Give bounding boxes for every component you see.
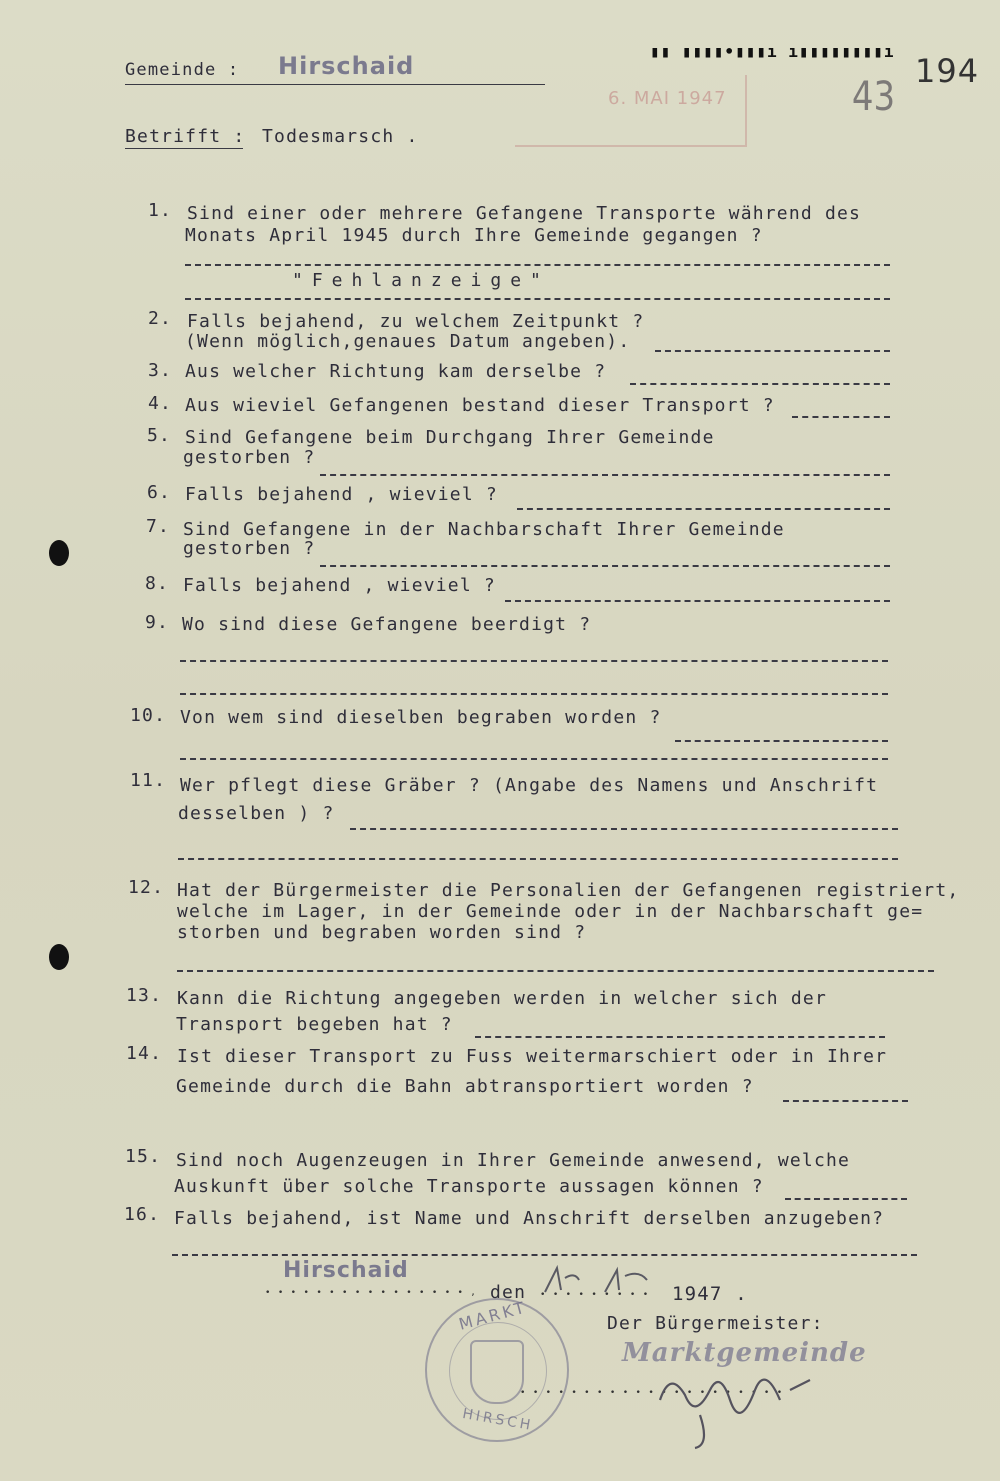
question-8-line-1: Falls bejahend , wieviel ? <box>183 575 496 596</box>
question-9-number: 9. <box>145 612 170 633</box>
question-10-number: 10. <box>130 705 167 726</box>
answer-line <box>320 565 890 567</box>
answer-line <box>350 828 898 830</box>
question-5-line-1: Sind Gefangene beim Durchgang Ihrer Gemeinde <box>185 427 715 448</box>
question-4-line-1: Aus wieviel Gefangenen bestand dieser Transport ? <box>185 395 775 416</box>
question-14-number: 14. <box>126 1043 163 1064</box>
answer-line <box>180 693 888 695</box>
question-13-number: 13. <box>126 985 163 1006</box>
answer-line <box>505 600 890 602</box>
answer-line <box>180 660 888 662</box>
question-13-line-1: Kann die Richtung angegeben werden in welcher sich der <box>177 988 827 1009</box>
gemeinde-label: Gemeinde : <box>125 60 240 80</box>
answer-line <box>630 383 890 385</box>
handwritten-date-icon <box>535 1262 665 1302</box>
answer-line <box>475 1036 885 1038</box>
gemeinde-underline <box>125 84 545 85</box>
question-10-line-1: Von wem sind dieselben begraben worden ? <box>180 707 662 728</box>
pencil-number: 43 <box>851 74 896 120</box>
question-1-line-2: Monats April 1945 durch Ihre Gemeinde gegangen ? <box>185 225 763 246</box>
question-3-line-1: Aus welcher Richtung kam derselbe ? <box>185 361 607 382</box>
question-16-line-1: Falls bejahend, ist Name und Anschrift derselben anzugeben? <box>174 1208 885 1229</box>
question-2-line-2: (Wenn möglich,genaues Datum angeben). <box>185 331 631 352</box>
date-dots: • • • • • • • • • <box>540 1290 650 1300</box>
signature-stamp: Marktgemeinde <box>622 1338 867 1368</box>
seal-crest-icon <box>470 1340 524 1404</box>
den-label: den <box>490 1282 527 1303</box>
place-stamp: Hirschaid <box>283 1258 409 1283</box>
answer-line <box>178 858 898 860</box>
mayor-title: Der Bürgermeister: <box>607 1313 824 1334</box>
question-5-number: 5. <box>147 425 172 446</box>
question-7-line-1: Sind Gefangene in der Nachbarschaft Ihrer Gemeinde <box>183 519 785 540</box>
answer-line <box>185 298 890 300</box>
answer-line <box>320 474 890 476</box>
answer-line <box>172 1254 917 1256</box>
question-15-number: 15. <box>125 1146 162 1167</box>
punch-hole <box>49 944 69 970</box>
signature-dots: • • • • • • • • • • • • • • • • • • • • • <box>520 1388 784 1398</box>
question-6-line-1: Falls bejahend , wieviel ? <box>185 484 498 505</box>
question-11-number: 11. <box>130 770 167 791</box>
question-9-line-1: Wo sind diese Gefangene beerdigt ? <box>182 614 592 635</box>
question-11-line-1: Wer pflegt diese Gräber ? (Angabe des Namens und Anschrift <box>180 775 879 796</box>
question-12-number: 12. <box>128 877 165 898</box>
question-15-line-2: Auskunft über solche Transporte aussagen können ? <box>174 1176 764 1197</box>
question-7-line-2: gestorben ? <box>183 538 316 559</box>
gemeinde-value-stamp: Hirschaid <box>278 52 415 80</box>
question-1-answer: "Fehlanzeige" <box>292 270 550 291</box>
question-5-line-2: gestorben ? <box>183 447 316 468</box>
answer-line <box>785 1198 907 1200</box>
answer-line <box>185 264 890 266</box>
answer-line <box>517 508 890 510</box>
answer-line <box>783 1100 908 1102</box>
question-1-number: 1. <box>148 200 173 221</box>
question-2-line-1: Falls bejahend, zu welchem Zeitpunkt ? <box>187 311 645 332</box>
question-14-line-2: Gemeinde durch die Bahn abtransportiert worden ? <box>176 1076 754 1097</box>
question-1-line-1: Sind einer oder mehrere Gefangene Transporte während des <box>187 203 862 224</box>
question-3-number: 3. <box>148 360 173 381</box>
punch-hole <box>49 540 69 566</box>
question-12-line-1: Hat der Bürgermeister die Personalien der Gefangenen registriert, <box>177 880 960 901</box>
question-7-number: 7. <box>146 516 171 537</box>
answer-line <box>792 416 890 418</box>
received-stamp <box>515 75 747 147</box>
place-dots: • • • • • • • • • • • • • • • • , <box>265 1288 477 1298</box>
question-11-line-2: desselben ) ? <box>178 803 335 824</box>
answer-line <box>655 350 890 352</box>
question-15-line-1: Sind noch Augenzeugen in Ihrer Gemeinde anwesend, welche <box>176 1150 851 1171</box>
question-8-number: 8. <box>145 573 170 594</box>
betrifft-underline <box>125 148 243 149</box>
answer-line <box>675 740 888 742</box>
answer-line <box>177 970 934 972</box>
question-4-number: 4. <box>148 393 173 414</box>
question-16-number: 16. <box>124 1204 161 1225</box>
question-2-number: 2. <box>148 308 173 329</box>
handwritten-signature-icon <box>640 1360 840 1450</box>
folio-number: 194 <box>915 52 980 90</box>
question-12-line-2: welche im Lager, in der Gemeinde oder in der Nachbarschaft ge= <box>177 901 924 922</box>
year: 1947 . <box>672 1283 748 1305</box>
seal-text-bottom: HIRSCH <box>461 1405 535 1435</box>
answer-line <box>180 758 888 760</box>
seal-text-top: MARKT <box>456 1297 530 1334</box>
question-14-line-1: Ist dieser Transport zu Fuss weitermarschiert oder in Ihrer <box>177 1046 888 1067</box>
betrifft-value: Todesmarsch . <box>262 126 419 147</box>
question-12-line-3: storben und begraben worden sind ? <box>177 922 587 943</box>
received-stamp-date: 6. MAI 1947 <box>608 88 727 109</box>
betrifft-label: Betrifft : <box>125 126 246 147</box>
question-6-number: 6. <box>147 482 172 503</box>
redacted-header-marks: ▮▮ ▮▮▮▮•▮▮▮ı ı▮▮▮▮▮▮▮▮ı <box>650 42 895 61</box>
question-13-line-2: Transport begeben hat ? <box>176 1014 453 1035</box>
